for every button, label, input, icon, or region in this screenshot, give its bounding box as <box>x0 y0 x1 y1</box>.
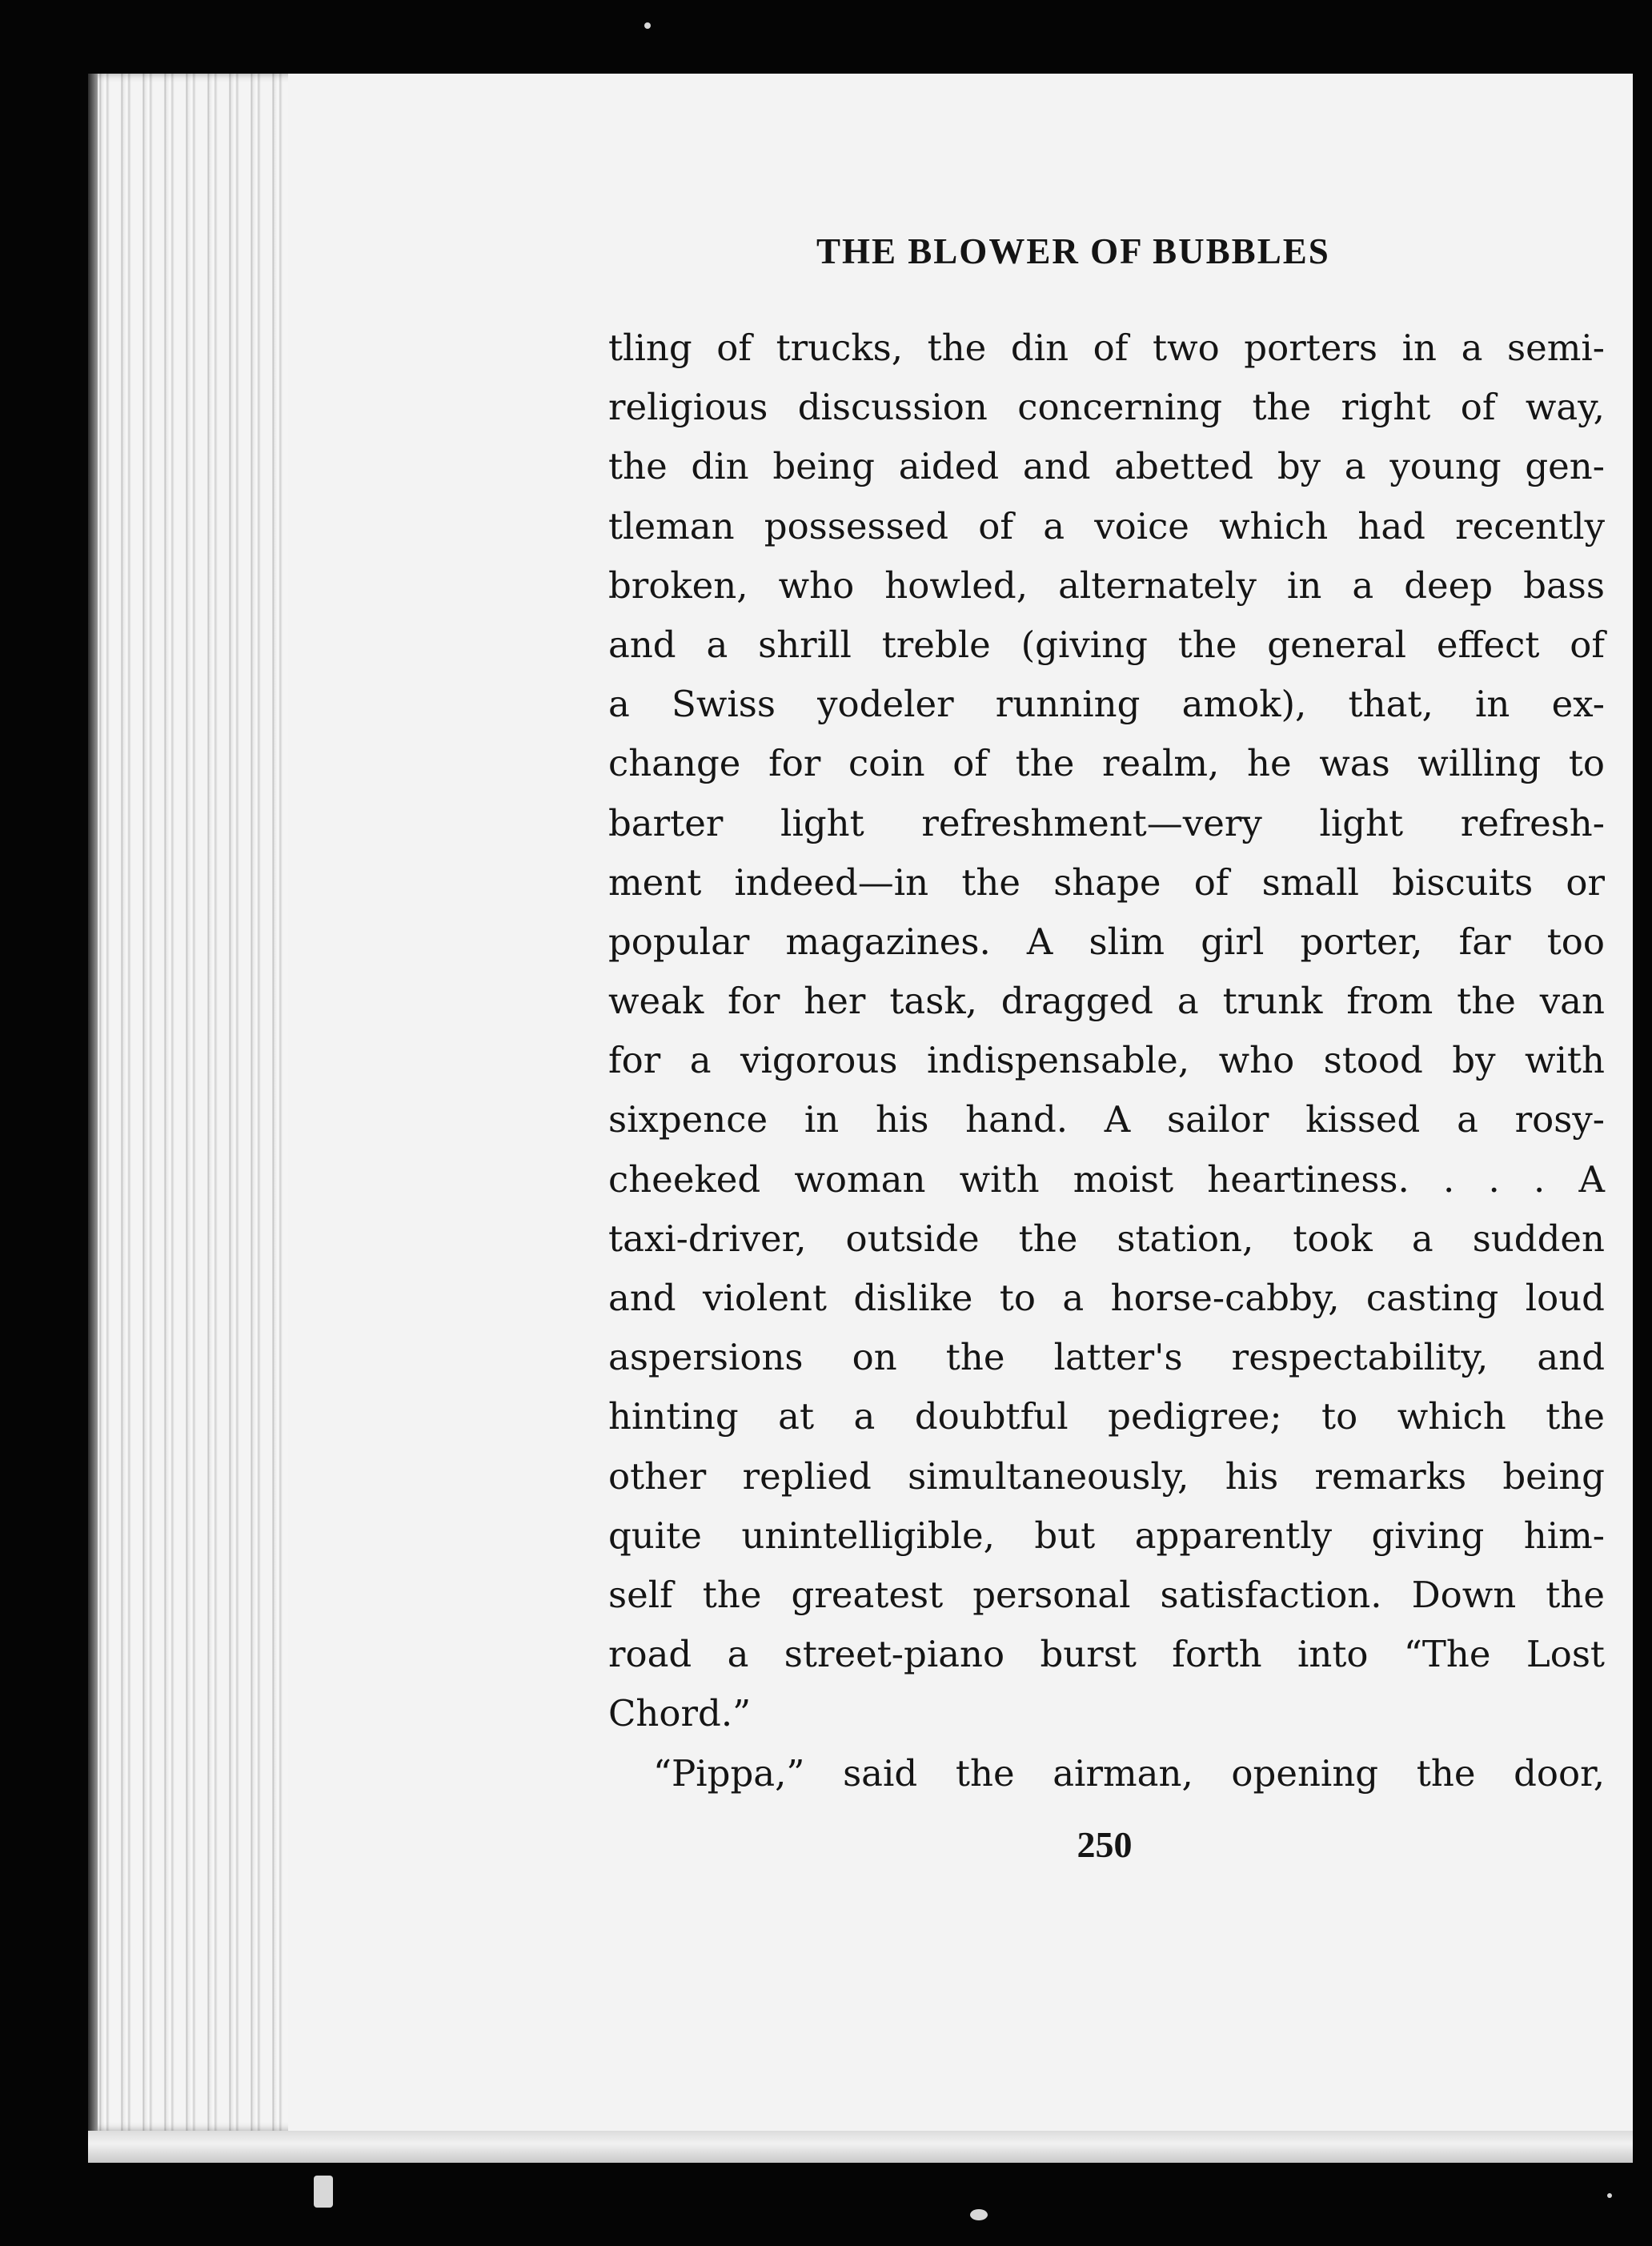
text-line: “Pippa,” said the airman, opening the door, <box>653 1751 1605 1795</box>
text-line: road a street-piano burst forth into “The Lost <box>608 1633 1605 1676</box>
text-line: tleman possessed of a voice which had recently <box>608 504 1605 547</box>
text-line: cheeked woman with moist heartiness. . . . A <box>608 1157 1605 1201</box>
text-line: and violent dislike to a horse-cabby, casting loud <box>608 1277 1605 1319</box>
text-line: religious discussion concerning the right of way, <box>608 386 1605 429</box>
text-line: tling of trucks, the din of two porters in a semi- <box>608 327 1605 369</box>
text-line: and a shrill treble (giving the general effect of <box>608 623 1605 666</box>
text-line: the din being aided and abetted by a young gen- <box>608 445 1605 488</box>
book-page-edges <box>88 74 304 2131</box>
text-line: barter light refreshment—very light refresh- <box>608 801 1605 844</box>
text-line: self the greatest personal satisfaction. Down the <box>608 1573 1605 1616</box>
text-line: aspersions on the latter's respectability, and <box>608 1336 1605 1379</box>
text-line: broken, who howled, alternately in a deep bass <box>608 564 1605 607</box>
text-line: weak for her task, dragged a trunk from the van <box>608 980 1605 1023</box>
page-number: 250 <box>1077 1824 1133 1865</box>
text-line: other replied simultaneously, his remarks being <box>608 1454 1605 1498</box>
text-line: change for coin of the realm, he was willing to <box>608 742 1605 785</box>
scan-speck <box>970 2209 988 2220</box>
scan-speck <box>314 2176 333 2208</box>
text-line: popular magazines. A slim girl porter, far too <box>608 920 1605 963</box>
book-spine-shadow <box>88 74 98 2131</box>
text-line: taxi-driver, outside the station, took a sudden <box>608 1217 1605 1260</box>
book-page-bottom-edge <box>88 2131 1633 2163</box>
running-head: THE BLOWER OF BUBBLES <box>816 231 1330 271</box>
text-line: for a vigorous indispensable, who stood by with <box>608 1039 1605 1082</box>
scan-speck <box>644 22 651 29</box>
text-line: ment indeed—in the shape of small biscuits or <box>608 860 1605 904</box>
text-line: quite unintelligible, but apparently giving him- <box>608 1514 1605 1557</box>
text-line: a Swiss yodeler running amok), that, in ex- <box>608 683 1605 726</box>
text-line: Chord.” <box>608 1692 752 1735</box>
text-line: sixpence in his hand. A sailor kissed a rosy- <box>608 1098 1605 1141</box>
text-line: hinting at a doubtful pedigree; to which the <box>608 1395 1605 1438</box>
scan-speck <box>1607 2193 1612 2198</box>
body-text <box>608 319 1605 1803</box>
